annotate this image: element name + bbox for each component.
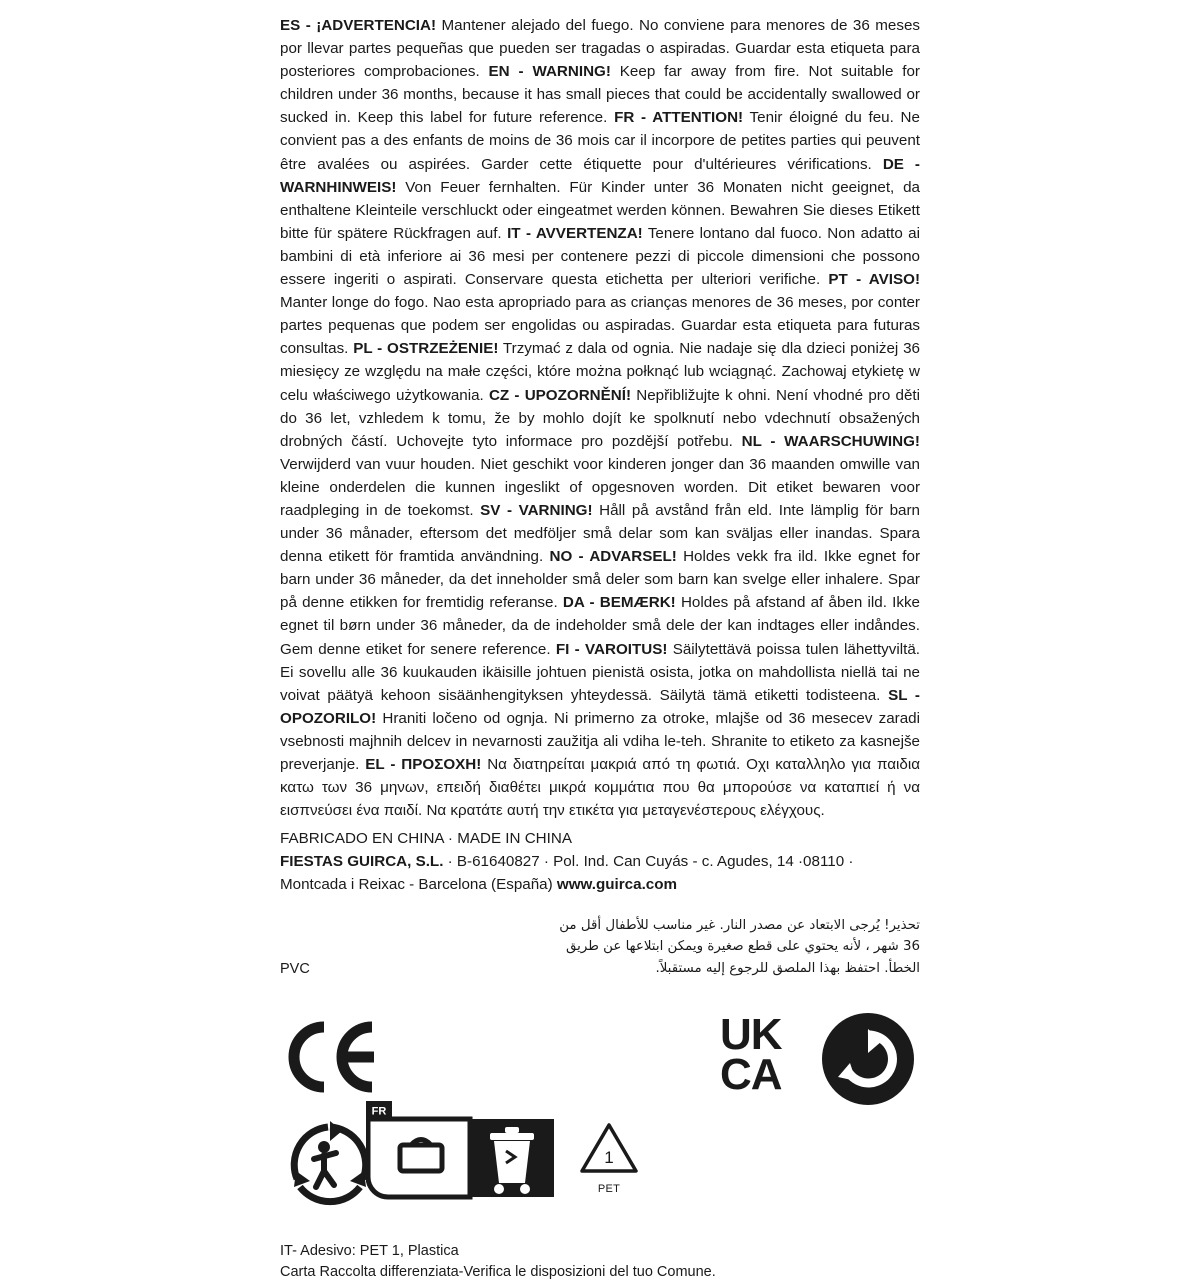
mobius-recycling-icon bbox=[820, 1011, 916, 1107]
manufacturer-block bbox=[280, 828, 920, 896]
pet-resin-code-icon bbox=[576, 1119, 642, 1199]
made-in-line: FABRICADO EN CHINA · MADE IN CHINA bbox=[280, 830, 572, 848]
arabic-warning-text: تحذير! يُرجى الابتعاد عن مصدر النار. غير مناسب للأطفال أقل من 36 شهر ، لأنه يحتوي على قطع صغيرة ويمكن ابتلاعها عن طريق الخطأ. احتفظ بهذا الملصق للرجوع إليه مستقبلاً. bbox=[559, 917, 920, 977]
ukca-line-2: CA bbox=[720, 1050, 782, 1100]
footer-line-1: IT- Adesivo: PET 1, Plastica bbox=[280, 1242, 459, 1259]
multilingual-warning-text: ES - ¡ADVERTENCIA! Mantener alejado del fuego. No conviene para menores de 36 meses por llevar partes pequeñas que pueden ser tragadas o aspiradas. Guardar esta etiqueta para posteriores comprobaciones. EN - WARNING! Keep far away from fire. Not suitable for children under 36 months, because it has small pieces that could be accidentally swallowed or sucked in. Keep this label for future reference. FR - ATTENTION! Tenir éloigné du feu. Ne convient pas a des enfants de moins de 36 mois car il incorpore de petites parties qui peuvent être avalées ou aspirées. Garder cette étiquette pour d'ultérieures vérifications. DE - WARNHINWEIS! Von Feuer fernhalten. Für Kinder unter 36 Monaten nicht geeignet, da enthaltene Kleinteile verschluckt oder eingeatmet werden können. Bewahren Sie dieses Etikett bitte für spätere Rückfragen auf. IT - AVVERTENZA! Tenere lontano dal fuoco. Non adatto ai bambini di età inferiore ai 36 mesi per contenere pezzi di piccole dimensioni che possono essere ingeriti o aspirati. Conservare questa etichetta per ulteriori verifiche. PT - AVISO! Manter longe do fogo. Nao esta apropriado para as crianças menores de 36 meses, por conter partes pequenas que podem ser engolidas ou aspiradas. Guardar esta etiqueta para futuras consultas. PL - OSTRZEŻENIE! Trzymać z dala od ognia. Nie nadaje się dla dzieci poniżej 36 miesięcy ze względu na małe części, które można połknąć lub wciągnąć. Zachowaj etykietę w celu właściwego użytkowania. CZ - UPOZORNĚNÍ! Nepřibližujte k ohni. Není vhodné pro děti do 36 let, vzhledem k tomu, že by mohlo dojít ke spolknutí nebo vdechnutí obsažených drobných částí. Uchovejte tyto informace pro pozdější potřebu. NL - WAARSCHUWING! Verwijderd van vuur houden. Niet geschikt voor kinderen jonger dan 36 maanden omwille van kleine onderdelen die kunnen ingeslikt of opgesnoven worden. Dit etiket bewaren voor raadpleging in de toekomst. SV - VARNING! Håll på avstånd från eld. Inte lämplig för barn under 36 månader, eftersom det medföljer små delar som kan sväljas eller inandas. Spara denna etikett för framtida användning. NO - ADVARSEL! Holdes vekk fra ild. Ikke egnet for barn under 36 måneder, da det inneholder små deler som barn kan svelge eller inhalere. Spar på denne etikken for fremtidig referanse. DA - BEMÆRK! Holdes på afstand af åben ild. Ikke egnet til børn under 36 måneder, da de indeholder små dele der kan indtages eller indåndes. Gem denne etiket for senere reference. FI - VAROITUS! Säilytettävä poissa tulen lähettyviltä. Ei sovellu alle 36 kuukauden ikäisille johtuen pienistä osista, jotka on mahdollista niellä tai ne voivat päätyä kehoon sisäänhengityksen yhteydessä. Säilytä tämä etiketti todisteena. SL - OPOZORILO! Hraniti ločeno od ognja. Ni primerno za otroke, mlajše od 36 mesecev zaradi vsebnosti majhnih delcev in nevarnosti zaužitja ali vdiha le-teh. Shranite to etiketo za kasnejše preverjanje. EL - ΠΡΟΣΟΧΗ! Να διατηρείται μακριά από τη φωτιά. Οχι καταλληλο για παιδια κατω των 36 μηνων, επειδή διαθέτει μικρά κομμάτια που θα μπορούσε να καταπιεί ή να εισπνεύσει ένα παιδί. Να κρατάτε αυτή την ετικέτα για μεταγενέστερους ελέγχους. bbox=[280, 17, 921, 820]
company-website[interactable]: www.guirca.com bbox=[556, 875, 678, 893]
company-address-line2 bbox=[280, 874, 920, 897]
company-address-city: Montcada i Reixac - Barcelona (España) bbox=[280, 875, 557, 893]
pet-number-text: 1 bbox=[604, 1147, 614, 1167]
material-label: PVC bbox=[280, 960, 310, 977]
pet-label-text: PET bbox=[597, 1182, 621, 1195]
compliance-marks bbox=[280, 1009, 920, 1280]
triman-icon bbox=[280, 1111, 380, 1207]
ukca-mark bbox=[720, 1009, 782, 1100]
disposal-instruction-icons bbox=[366, 1101, 558, 1205]
svg-text:FR: FR bbox=[371, 1105, 387, 1118]
italian-disposal-footer bbox=[280, 1241, 716, 1283]
arabic-warning-row bbox=[280, 915, 920, 987]
ce-mark-icon bbox=[280, 1021, 380, 1093]
ukca-line-1: UK bbox=[720, 1009, 782, 1059]
label-document bbox=[280, 14, 921, 1280]
footer-line-2: Carta Raccolta differenziata-Verifica le disposizioni del tuo Comune. bbox=[280, 1263, 716, 1280]
company-address-line1: FIESTAS GUIRCA, S.L. · B-61640827 · Pol. Ind. Can Cuyás - c. Agudes, 14 ·08110 · bbox=[280, 853, 854, 871]
